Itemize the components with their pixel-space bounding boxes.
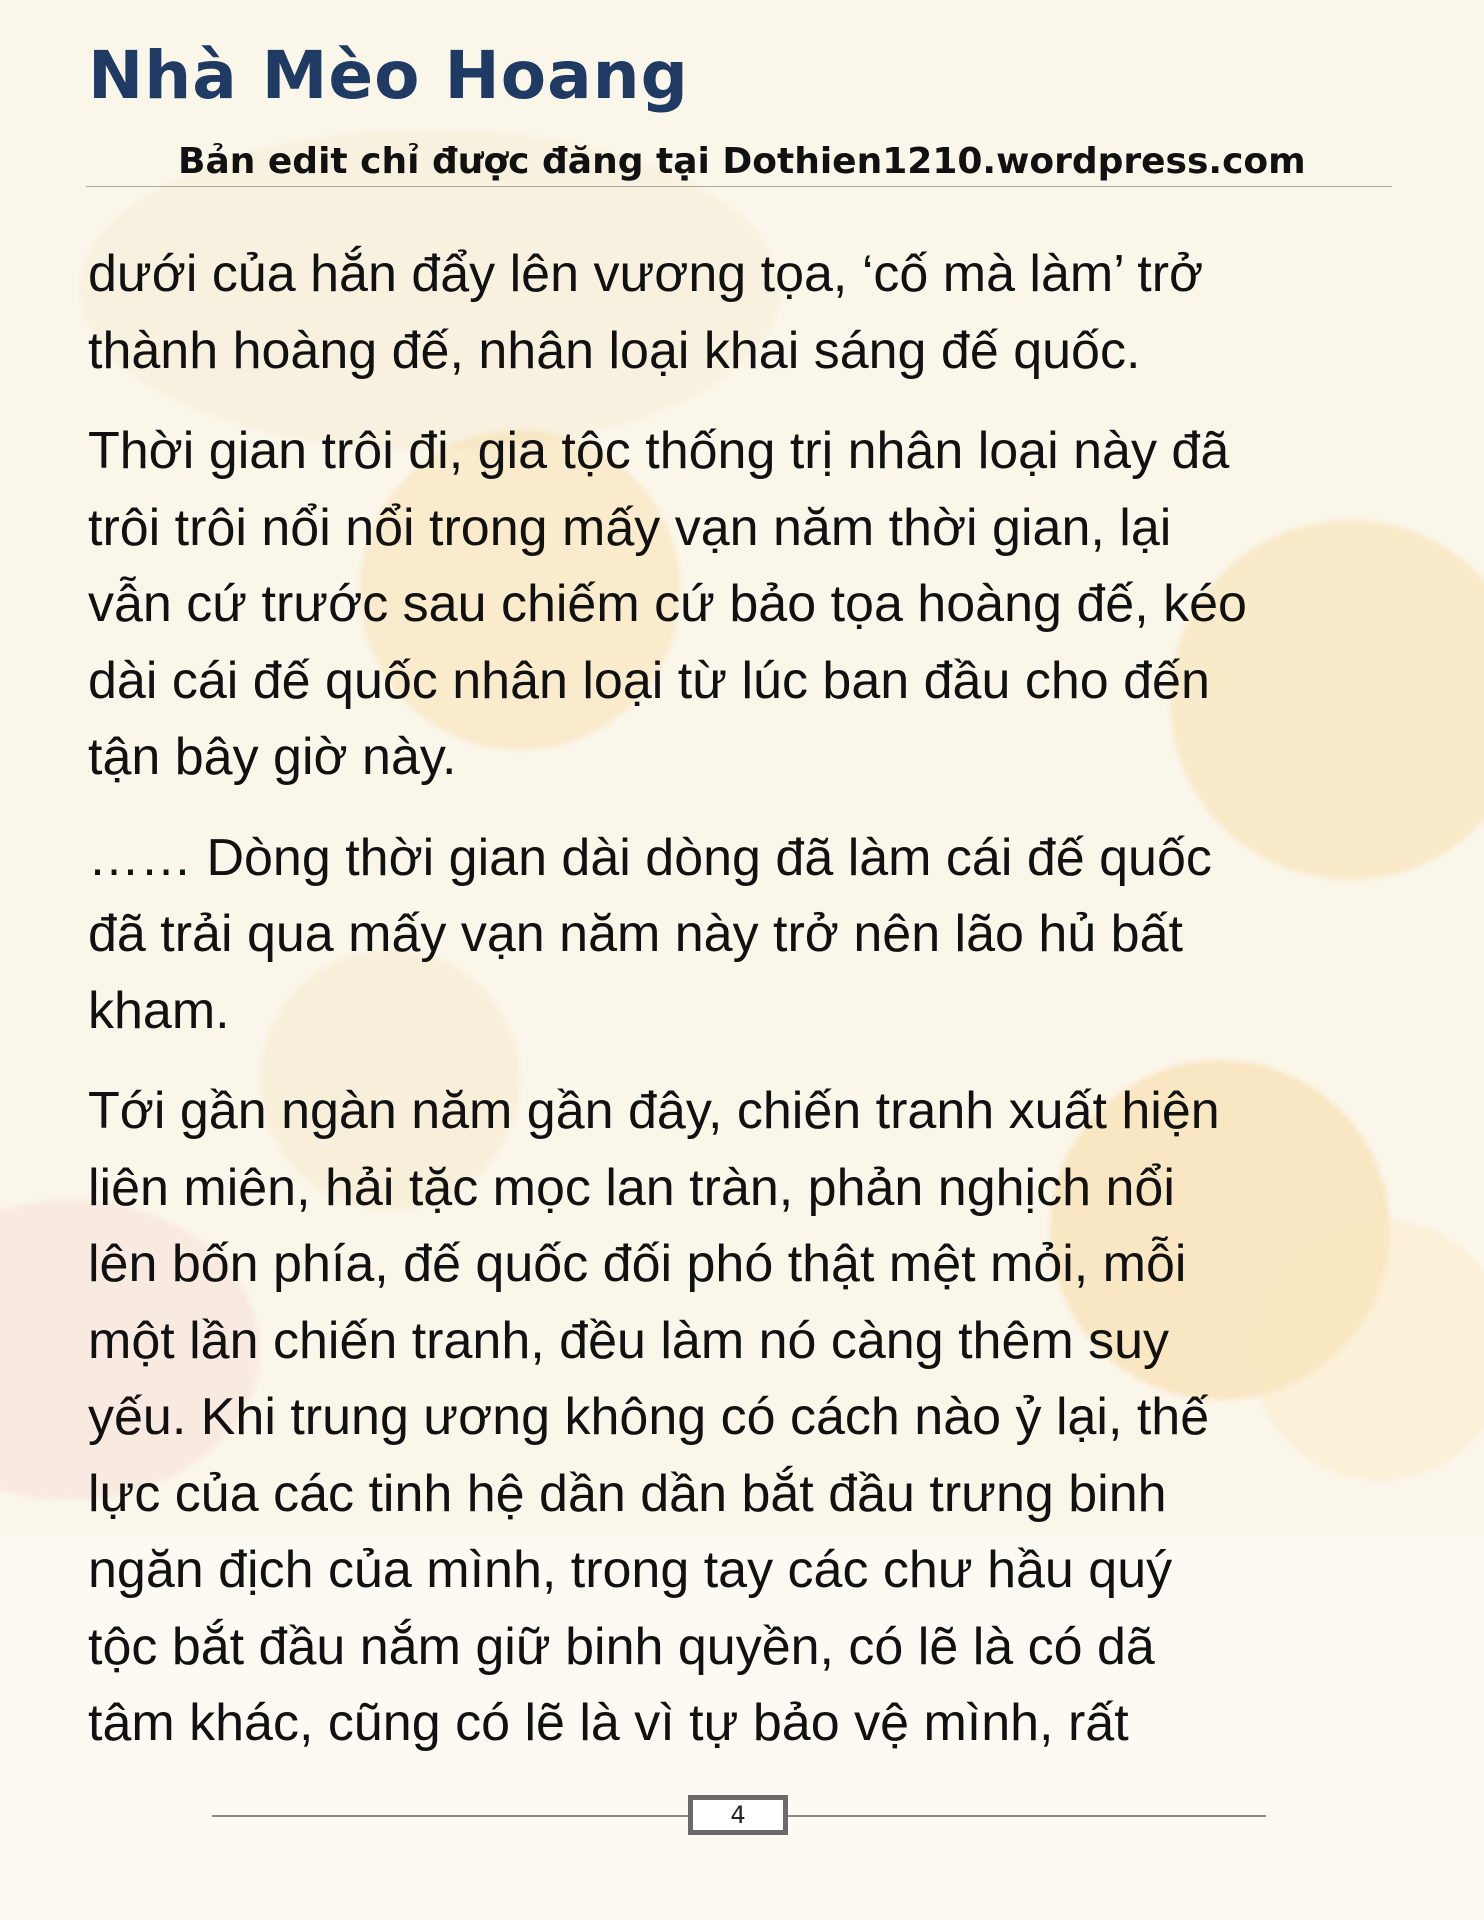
- text-line: Tới gần ngàn năm gần đây, chiến tranh xuất hiện: [88, 1082, 1220, 1140]
- text-line: trôi trôi nổi nổi trong mấy vạn năm thời gian, lại: [88, 498, 1172, 557]
- header-divider: [86, 186, 1392, 187]
- text-line: ngăn địch của mình, trong tay các chư hầu quý: [88, 1541, 1173, 1599]
- text-line: đã trải qua mấy vạn năm này trở nên lão hủ bất: [88, 905, 1183, 963]
- text-line: tâm khác, cũng có lẽ là vì tự bảo vệ mình, rất: [88, 1694, 1129, 1752]
- text-line: dài cái đế quốc nhân loại từ lúc ban đầu cho đến: [88, 651, 1210, 710]
- text-line: tận bây giờ này.: [88, 728, 457, 786]
- paragraph: [88, 1073, 1408, 1762]
- paragraph: [88, 236, 1408, 389]
- site-subtitle: Bản edit chỉ được đăng tại Dothien1210.wordpress.com: [178, 141, 1306, 182]
- text-line: thành hoàng đế, nhân loại khai sáng đế quốc.: [88, 321, 1141, 380]
- text-line: kham.: [88, 981, 230, 1040]
- paragraph: [88, 413, 1408, 796]
- text-line: dưới của hắn đẩy lên vương tọa, ‘cố mà làm’ trở: [88, 245, 1204, 303]
- text-line: …… Dòng thời gian dài dòng đã làm cái đế quốc: [88, 828, 1212, 887]
- text-line: liên miên, hải tặc mọc lan tràn, phản nghịch nổi: [88, 1158, 1175, 1217]
- site-title: Nhà Mèo Hoang: [88, 37, 689, 114]
- text-line: lực của các tinh hệ dần dần bắt đầu trưng binh: [88, 1464, 1167, 1523]
- page-number: 4: [688, 1795, 788, 1835]
- text-line: lên bốn phía, đế quốc đối phó thật mệt mỏi, mỗi: [88, 1235, 1187, 1293]
- chapter-text: [88, 236, 1408, 1786]
- paragraph: [88, 820, 1408, 1050]
- text-line: vẫn cứ trước sau chiếm cứ bảo tọa hoàng đế, kéo: [88, 575, 1247, 633]
- text-line: một lần chiến tranh, đều làm nó càng thêm suy: [88, 1311, 1170, 1370]
- text-line: yếu. Khi trung ương không có cách nào ỷ lại, thế: [88, 1388, 1210, 1446]
- text-line: Thời gian trôi đi, gia tộc thống trị nhân loại này đã: [88, 422, 1230, 480]
- text-line: tộc bắt đầu nắm giữ binh quyền, có lẽ là có dã: [88, 1617, 1155, 1676]
